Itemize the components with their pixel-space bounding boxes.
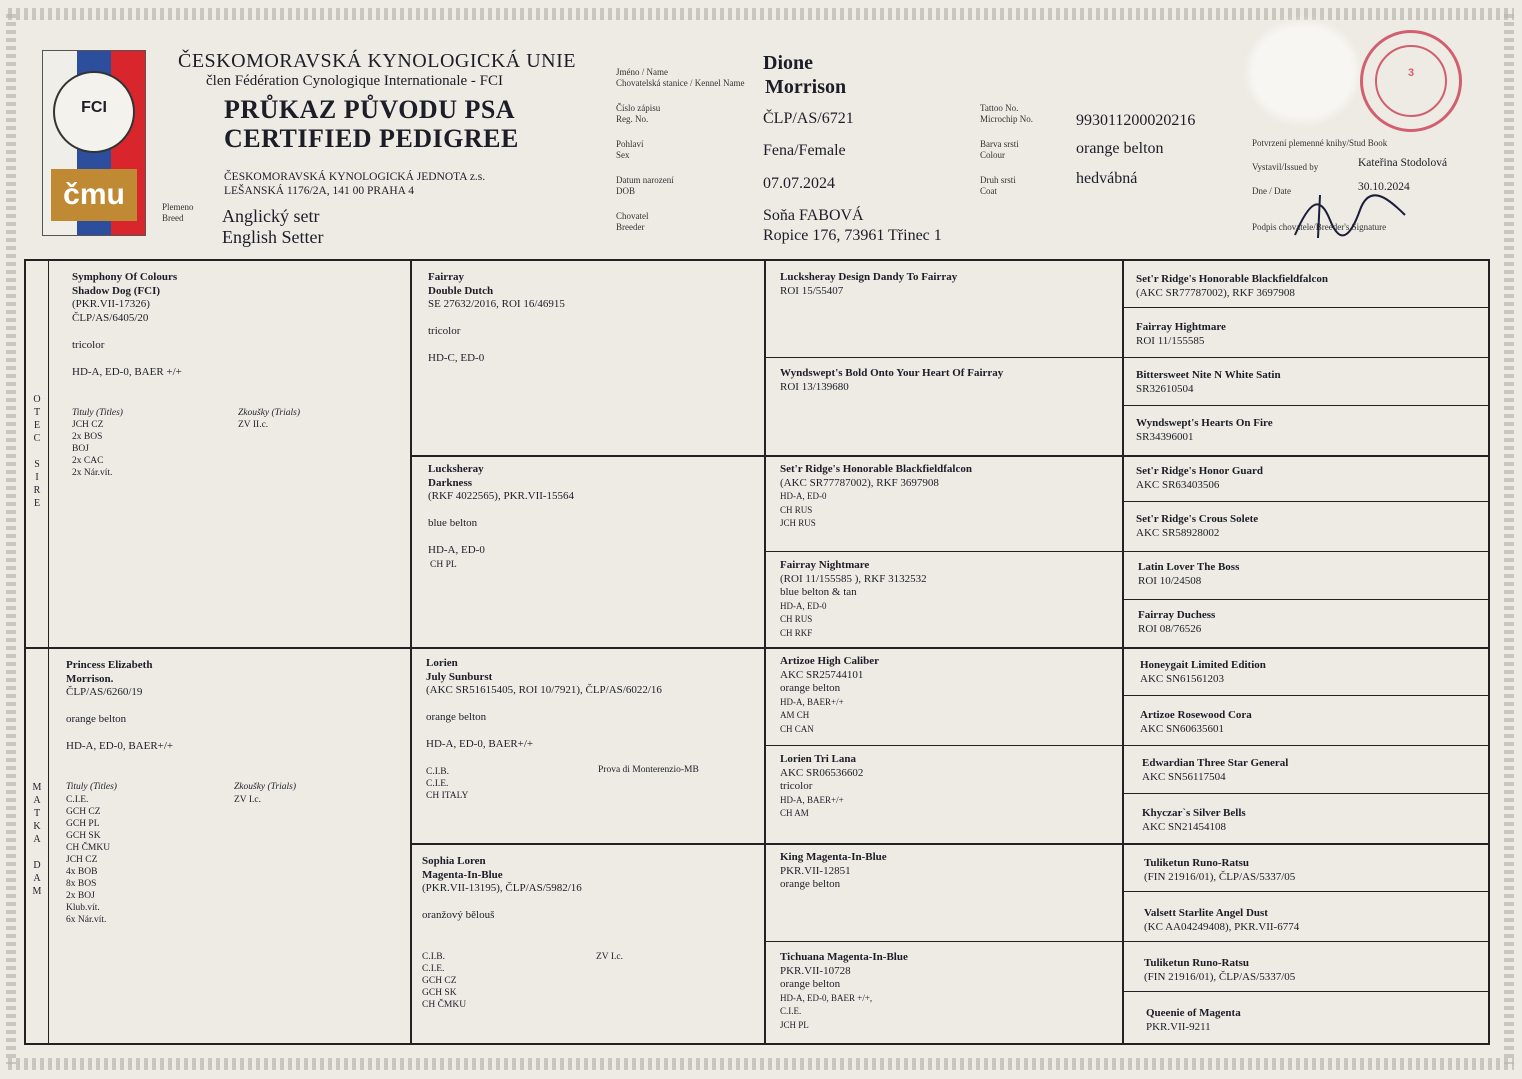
dam-side-label: M A T K A D A M <box>32 782 42 897</box>
gen4-cell: Tuliketun Runo-Ratsu (FIN 21916/01), ČLP/AS/5337/05 <box>1144 957 1296 983</box>
dob-value: 07.07.2024 <box>763 175 835 192</box>
microchip-number: 993011200020216 <box>1076 112 1196 129</box>
gen3-cell: Wyndswept's Bold Onto Your Heart Of Fairray ROI 13/139680 <box>780 367 1004 393</box>
pedigree-table <box>24 259 1490 1045</box>
signature-label: Podpis chovatele/Breeder's Signature <box>1252 222 1387 232</box>
studbook-label: Potvrzení plemenné knihy/Stud Book <box>1252 138 1388 148</box>
title-cz: PRŮKAZ PŮVODU PSA <box>224 95 516 124</box>
breeder-label: Chovatel Breeder <box>616 211 649 232</box>
reg-number: ČLP/AS/6721 <box>763 110 854 127</box>
gen4-cell: Honeygait Limited Edition AKC SN61561203 <box>1140 659 1266 685</box>
club-address: LEŠANSKÁ 1176/2A, 141 00 PRAHA 4 <box>224 185 414 197</box>
gen4-cell: Set'r Ridge's Crous Solete AKC SR58928002 <box>1136 513 1259 539</box>
breeder-name: Soňa FABOVÁ <box>763 207 864 224</box>
reg-label: Číslo zápisu Reg. No. <box>616 103 661 124</box>
gen4-cell: Set'r Ridge's Honor Guard AKC SR63403506 <box>1136 465 1264 491</box>
gen3-cell: King Magenta-In-Blue PKR.VII-12851 orange belton <box>780 851 887 890</box>
dam-titles: C.I.E. GCH CZ GCH PL GCH SK CH ČMKU JCH CZ 4x BOB 8x BOS 2x BOJ Klub.vít. 6x Nár.vít. <box>66 795 111 925</box>
ornamental-border-bottom <box>8 1058 1514 1070</box>
breeder-address: Ropice 176, 73961 Třinec 1 <box>763 227 942 244</box>
cmku-logo-icon: čmu <box>51 169 137 221</box>
sire-trials-label: Zkoušky (Trials) <box>238 408 301 418</box>
sire-cell: Symphony Of Colours Shadow Dog (FCI) (PKR.VII-17326) ČLP/AS/6405/20 tricolor HD-A, ED-0, BAER +/+ <box>72 271 182 378</box>
ornamental-border-left <box>6 14 16 1064</box>
gen3-cell: Fairray Nightmare (ROI 11/155585 ), RKF 3132532 blue belton & tan HD-A, ED-0 CH RUS CH RKF <box>780 559 927 638</box>
sire-side-label: O T E C S I R E <box>33 394 41 509</box>
gen3-cell: Lucksheray Design Dandy To Fairray ROI 15/55407 <box>780 271 958 297</box>
coat-value: hedvábná <box>1076 170 1138 187</box>
sex-label: Pohlaví Sex <box>616 139 644 160</box>
gen3-cell: Artizoe High Caliber AKC SR25744101 orange belton HD-A, BAER+/+ AM CH CH CAN <box>780 655 879 734</box>
dam-dam-titles: C.I.B. C.I.E. GCH CZ GCH SK CH ČMKU <box>422 952 467 1010</box>
name-label: Jméno / Name Chovatelská stanice / Kennel Name <box>616 67 745 88</box>
gen4-cell: Latin Lover The Boss ROI 10/24508 <box>1138 561 1240 587</box>
dam-dam-cell: Sophia Loren Magenta-In-Blue (PKR.VII-13195), ČLP/AS/5982/16 oranžový bělouš <box>422 855 582 921</box>
issued-label: Vystavil/Issued by <box>1252 162 1319 172</box>
breed-label: Plemeno Breed <box>162 202 194 223</box>
fci-globe-icon: FCI <box>53 71 135 153</box>
dam-sire-titles: C.I.B. C.I.E. CH ITALY <box>426 767 469 801</box>
microchip-label: Tattoo No. Microchip No. <box>980 103 1033 124</box>
ornamental-border-top <box>8 8 1514 20</box>
club-name: ČESKOMORAVSKÁ KYNOLOGICKÁ JEDNOTA z.s. <box>224 171 486 183</box>
fci-membership: člen Fédération Cynologique Internationale - FCI <box>206 73 504 89</box>
sire-trials: ZV II.c. <box>238 420 269 430</box>
breed-cz: Anglický setr <box>222 206 320 226</box>
gen4-cell: Queenie of Magenta PKR.VII-9211 <box>1146 1007 1241 1033</box>
title-en: CERTIFIED PEDIGREE <box>224 124 519 153</box>
sire-titles-label: Tituly (Titles) <box>72 408 123 418</box>
studbook-stamp: 3 <box>1360 30 1462 132</box>
kennel-name: Morrison <box>765 76 847 98</box>
sex-value: Fena/Female <box>763 142 846 159</box>
gen4-cell: Tuliketun Runo-Ratsu (FIN 21916/01), ČLP/AS/5337/05 <box>1144 857 1296 883</box>
dob-label: Datum narození DOB <box>616 175 674 196</box>
issued-by: Kateřina Stodolová <box>1358 157 1448 169</box>
dam-trials: ZV I.c. <box>234 795 261 805</box>
dam-titles-label: Tituly (Titles) <box>66 782 117 792</box>
colour-label: Barva srsti Colour <box>980 139 1019 160</box>
colour-value: orange belton <box>1076 140 1164 157</box>
gen4-cell: Bittersweet Nite N White Satin SR32610504 <box>1136 369 1281 395</box>
gen4-cell: Edwardian Three Star General AKC SN56117504 <box>1142 757 1289 783</box>
gen4-cell: Fairray Hightmare ROI 11/155585 <box>1136 321 1226 347</box>
gen3-cell: Lorien Tri Lana AKC SR06536602 tricolor HD-A, BAER+/+ CH AM <box>780 753 864 818</box>
dog-name: Dione <box>763 52 813 74</box>
dam-trials-label: Zkoušky (Trials) <box>234 782 297 792</box>
sire-titles: JCH CZ 2x BOS BOJ 2x CAC 2x Nár.vít. <box>72 420 113 478</box>
sire-sire-cell: Fairray Double Dutch SE 27632/2016, ROI 16/46915 tricolor HD-C, ED-0 <box>428 271 565 364</box>
dam-sire-cell: Lorien July Sunburst (AKC SR51615405, ROI 10/7921), ČLP/AS/6022/16 orange belton HD-A, ED-0, BAER+/+ <box>426 657 662 750</box>
gen4-cell: Set'r Ridge's Honorable Blackfieldfalcon (AKC SR77787002), RKF 3697908 <box>1136 273 1328 299</box>
sire-dam-cell: Lucksheray Darkness (RKF 4022565), PKR.VII-15564 blue belton HD-A, ED-0 CH PL <box>428 463 575 570</box>
ornamental-border-right <box>1504 14 1514 1064</box>
dam-dam-trials: ZV I.c. <box>596 952 623 962</box>
gen3-cell: Tichuana Magenta-In-Blue PKR.VII-10728 orange belton HD-A, ED-0, BAER +/+, C.I.E. JCH PL <box>780 951 908 1030</box>
issue-date: 30.10.2024 <box>1358 181 1410 193</box>
redacted-area <box>1248 22 1358 122</box>
gen4-cell: Valsett Starlite Angel Dust (KC AA04249408), PKR.VII-6774 <box>1144 907 1300 933</box>
fci-cmku-logo <box>42 50 146 236</box>
org-name: ČESKOMORAVSKÁ KYNOLOGICKÁ UNIE <box>178 50 576 72</box>
coat-label: Druh srsti Coat <box>980 175 1016 196</box>
gen4-cell: Artizoe Rosewood Cora AKC SN60635601 <box>1140 709 1252 735</box>
date-label: Dne / Date <box>1252 186 1291 196</box>
signature-icon <box>1290 190 1410 240</box>
dam-sire-trials: Prova di Monterenzio-MB <box>598 765 699 775</box>
dam-cell: Princess Elizabeth Morrison. ČLP/AS/6260/19 orange belton HD-A, ED-0, BAER+/+ <box>66 659 174 752</box>
gen3-cell: Set'r Ridge's Honorable Blackfieldfalcon (AKC SR77787002), RKF 3697908 HD-A, ED-0 CH RUS JCH RUS <box>780 463 972 528</box>
gen4-cell: Wyndswept's Hearts On Fire SR34396001 <box>1136 417 1273 443</box>
gen4-cell: Khyczar`s Silver Bells AKC SN21454108 <box>1142 807 1246 833</box>
gen4-cell: Fairray Duchess ROI 08/76526 <box>1138 609 1216 635</box>
breed-en: English Setter <box>222 227 324 247</box>
